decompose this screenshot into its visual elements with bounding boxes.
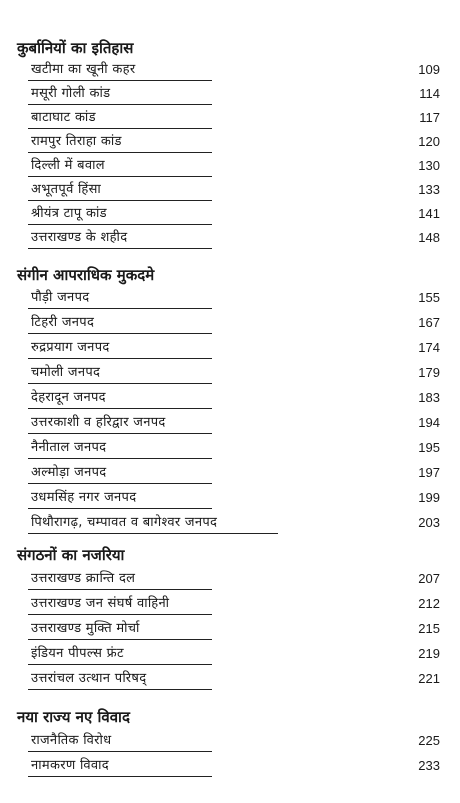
entry-title: श्रीयंत्र टापू कांड [31, 206, 107, 221]
toc-entry [0, 337, 460, 361]
toc-entry [0, 568, 460, 592]
entry-underline [28, 751, 212, 752]
entry-underline [28, 200, 212, 201]
entry-title: इंडियन पीपल्स फ्रंट [31, 646, 124, 661]
entry-page-number: 120 [418, 134, 440, 149]
entry-title: रामपुर तिराहा कांड [31, 134, 122, 149]
entry-underline [28, 483, 212, 484]
entry-page-number: 221 [418, 671, 440, 686]
entry-underline [28, 333, 212, 334]
entry-page-number: 155 [418, 290, 440, 305]
entry-title: चमोली जनपद [31, 365, 101, 380]
entry-underline [28, 776, 212, 777]
entry-underline [28, 128, 212, 129]
entry-page-number: 183 [418, 390, 440, 405]
entry-underline [28, 533, 278, 534]
entry-page-number: 130 [418, 158, 440, 173]
entry-page-number: 195 [418, 440, 440, 455]
entry-title: उत्तराखण्ड जन संघर्ष वाहिनी [31, 596, 170, 611]
entry-underline [28, 433, 212, 434]
entry-page-number: 219 [418, 646, 440, 661]
entry-page-number: 117 [419, 110, 440, 125]
entry-title: देहरादून जनपद [31, 390, 106, 405]
entry-underline [28, 508, 212, 509]
entry-underline [28, 383, 212, 384]
entry-page-number: 207 [418, 571, 440, 586]
entry-title: पौड़ी जनपद [31, 290, 90, 305]
entry-title: उत्तराखण्ड मुक्ति मोर्चा [31, 621, 140, 636]
section-title: संगीन आपराधिक मुकदमे [17, 266, 155, 284]
entry-underline [28, 152, 212, 153]
toc-entry [0, 387, 460, 411]
entry-page-number: 233 [418, 758, 440, 773]
entry-page-number: 199 [418, 490, 440, 505]
entry-page-number: 215 [418, 621, 440, 636]
entry-page-number: 212 [418, 596, 440, 611]
entry-title: नैनीताल जनपद [31, 440, 107, 455]
toc-entry [0, 730, 460, 754]
entry-underline [28, 248, 212, 249]
section-title: संगठनों का नजरिया [17, 546, 125, 564]
entry-page-number: 114 [419, 86, 440, 101]
entry-underline [28, 639, 212, 640]
entry-title: राजनैतिक विरोध [31, 733, 112, 748]
entry-title: बाटाघाट कांड [31, 110, 96, 125]
entry-underline [28, 589, 212, 590]
toc-entry [0, 462, 460, 486]
entry-page-number: 194 [418, 415, 440, 430]
toc-entry [0, 618, 460, 642]
entry-title: उत्तरकाशी व हरिद्वार जनपद [31, 415, 166, 430]
entry-page-number: 197 [418, 465, 440, 480]
toc-entry [0, 179, 460, 203]
toc-entry [0, 437, 460, 461]
entry-title: अभूतपूर्व हिंसा [31, 182, 102, 197]
entry-page-number: 133 [418, 182, 440, 197]
entry-title: टिहरी जनपद [31, 315, 95, 330]
toc-entry [0, 287, 460, 311]
toc-entry [0, 512, 460, 536]
section-title: कुर्बानियों का इतिहास [17, 39, 134, 57]
section-title: नया राज्य नए विवाद [17, 708, 130, 726]
entry-underline [28, 458, 212, 459]
toc-entry [0, 643, 460, 667]
toc-entry [0, 312, 460, 336]
entry-title: उत्तराखण्ड के शहीद [31, 230, 128, 245]
entry-underline [28, 664, 212, 665]
toc-entry [0, 668, 460, 692]
entry-underline [28, 224, 212, 225]
entry-page-number: 225 [418, 733, 440, 748]
toc-entry [0, 131, 460, 155]
toc-entry [0, 755, 460, 779]
entry-underline [28, 80, 212, 81]
entry-title: उत्तराखण्ड क्रान्ति दल [31, 571, 136, 586]
toc-entry [0, 107, 460, 131]
entry-title: अल्मोड़ा जनपद [31, 465, 107, 480]
entry-underline [28, 358, 212, 359]
entry-page-number: 203 [418, 515, 440, 530]
entry-title: दिल्ली में बवाल [31, 158, 105, 173]
toc-entry [0, 362, 460, 386]
toc-entry [0, 227, 460, 251]
entry-underline [28, 308, 212, 309]
entry-page-number: 141 [418, 206, 440, 221]
entry-title: पिथौरागढ़, चम्पावत व बागेश्वर जनपद [31, 515, 218, 530]
entry-title: रुद्रप्रयाग जनपद [31, 340, 110, 355]
entry-underline [28, 614, 212, 615]
entry-title: मसूरी गोली कांड [31, 86, 111, 101]
toc-entry [0, 593, 460, 617]
entry-title: उधमसिंह नगर जनपद [31, 490, 137, 505]
entry-underline [28, 176, 212, 177]
entry-underline [28, 408, 212, 409]
entry-page-number: 174 [418, 340, 440, 355]
toc-entry [0, 203, 460, 227]
entry-page-number: 179 [418, 365, 440, 380]
entry-title: खटीमा का खूनी कहर [31, 62, 136, 77]
toc-entry [0, 412, 460, 436]
entry-title: नामकरण विवाद [31, 758, 109, 773]
entry-page-number: 109 [418, 62, 440, 77]
entry-page-number: 167 [418, 315, 440, 330]
entry-page-number: 148 [418, 230, 440, 245]
toc-entry [0, 59, 460, 83]
entry-underline [28, 689, 212, 690]
toc-entry [0, 83, 460, 107]
entry-title: उत्तरांचल उत्थान परिषद् [31, 671, 147, 686]
entry-underline [28, 104, 212, 105]
toc-entry [0, 487, 460, 511]
toc-entry [0, 155, 460, 179]
